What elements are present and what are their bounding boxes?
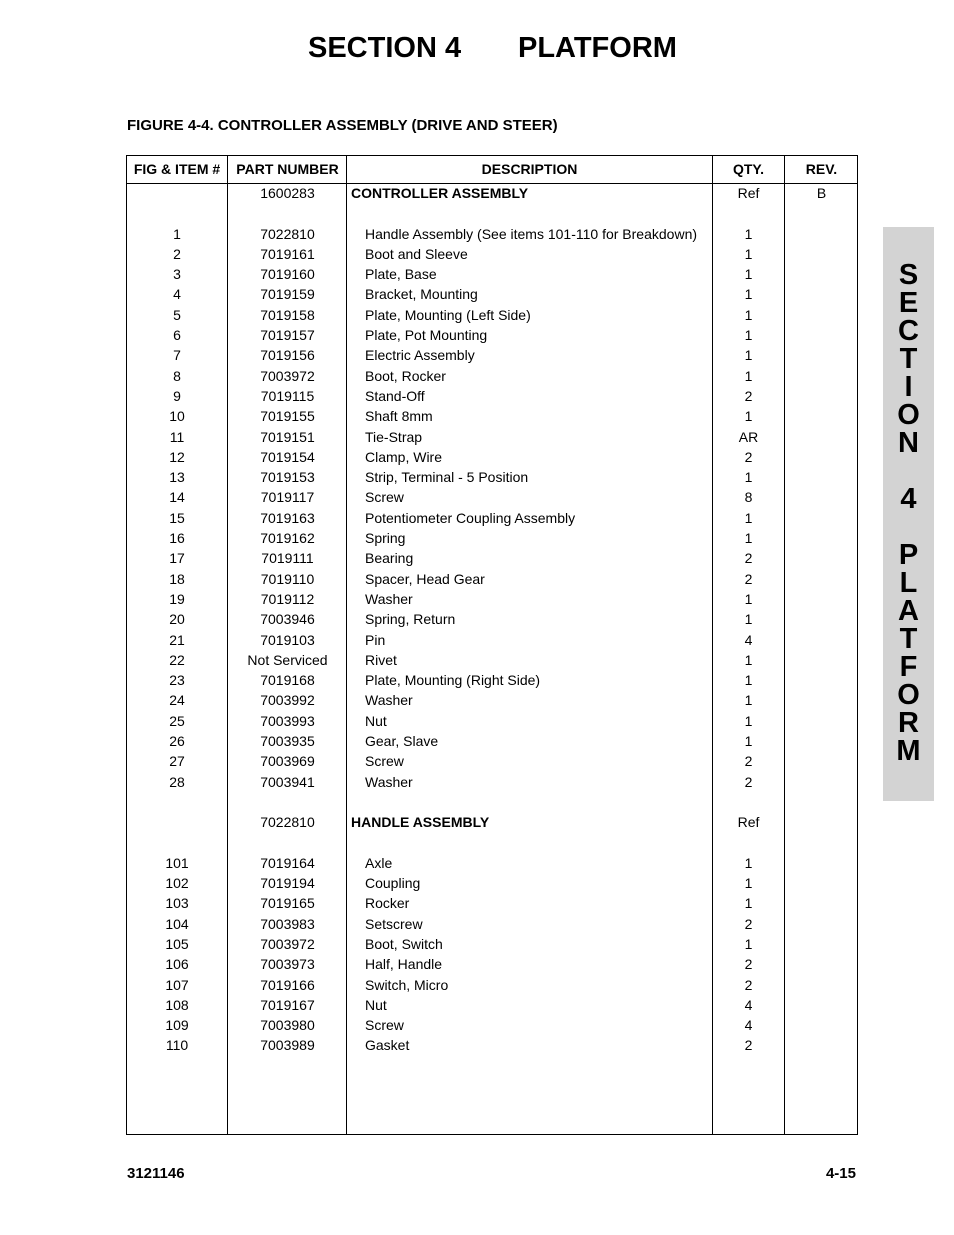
part-number: 7003992 — [260, 692, 315, 709]
description: Axle — [365, 854, 393, 871]
item-number: 2 — [173, 245, 181, 262]
quantity: 1 — [744, 854, 753, 871]
side-tab-letter: O — [897, 399, 920, 431]
part-number: 7019112 — [260, 590, 315, 607]
description: Plate, Mounting (Left Side) — [365, 306, 531, 323]
header-description: DESCRIPTION — [481, 161, 578, 177]
part-number: 7019160 — [260, 266, 315, 283]
table-row — [127, 548, 858, 568]
quantity: Ref — [737, 185, 760, 201]
part-number: 7003972 — [260, 367, 315, 384]
description: Electric Assembly — [365, 347, 475, 364]
quantity: 1 — [744, 327, 753, 344]
item-number: 10 — [169, 408, 185, 425]
description: Plate, Pot Mounting — [365, 327, 488, 344]
description: Half, Handle — [365, 956, 443, 973]
description: Gasket — [365, 1037, 410, 1054]
description: CONTROLLER ASSEMBLY — [351, 185, 529, 201]
part-number: 7019168 — [260, 672, 315, 689]
description: Setscrew — [365, 915, 423, 932]
item-number: 16 — [169, 530, 185, 547]
part-number: 7019194 — [260, 875, 315, 892]
side-tab-letter: N — [898, 427, 919, 459]
side-tab-letter: I — [904, 371, 913, 403]
part-number: 7003989 — [260, 1037, 315, 1054]
quantity: Ref — [737, 814, 760, 831]
table-row — [127, 508, 858, 528]
table-row — [127, 528, 858, 548]
side-tab-letter: M — [896, 735, 921, 767]
quantity: 2 — [744, 448, 753, 465]
table-row — [127, 305, 858, 325]
quantity: 1 — [744, 935, 753, 952]
item-number: 19 — [169, 590, 185, 607]
part-number: 7003969 — [260, 753, 315, 770]
quantity: 1 — [744, 875, 753, 892]
part-number: 7019159 — [260, 286, 315, 303]
description: Nut — [365, 712, 387, 729]
item-number: 5 — [173, 306, 181, 323]
item-number: 25 — [169, 712, 185, 729]
part-number: 7003946 — [260, 611, 315, 628]
description: Screw — [365, 753, 404, 770]
figure-title: FIGURE 4-4. CONTROLLER ASSEMBLY (DRIVE AND STEER) — [127, 117, 558, 134]
description: Screw — [365, 1017, 404, 1034]
part-number: 7019163 — [260, 509, 315, 526]
table-row — [127, 609, 858, 629]
table-row — [127, 1015, 858, 1035]
table-row — [127, 690, 858, 710]
part-number: 7019115 — [260, 387, 315, 404]
side-tab-letter: E — [898, 287, 919, 319]
description: Boot, Switch — [365, 935, 443, 952]
description: Coupling — [365, 875, 421, 892]
section-side-tab — [883, 227, 934, 801]
quantity: 1 — [744, 225, 753, 242]
table-header — [127, 156, 858, 184]
description: Boot and Sleeve — [365, 245, 468, 262]
part-number: 7019156 — [260, 347, 315, 364]
quantity: 1 — [744, 712, 753, 729]
part-number: 7019153 — [260, 469, 315, 486]
header-item: FIG & ITEM # — [133, 161, 221, 177]
description: Potentiometer Coupling Assembly — [365, 509, 576, 526]
item-number: 26 — [169, 733, 185, 750]
item-number: 21 — [169, 631, 185, 648]
table-row — [127, 264, 858, 284]
side-tab-letter: L — [899, 567, 918, 599]
description: Rivet — [365, 651, 397, 668]
table-row — [127, 467, 858, 487]
table-row — [127, 853, 858, 873]
quantity: 1 — [744, 895, 753, 912]
table-row — [127, 792, 858, 812]
side-tab-letter: T — [899, 623, 918, 655]
item-number: 110 — [165, 1037, 189, 1054]
quantity: 2 — [744, 976, 753, 993]
quantity: 1 — [744, 672, 753, 689]
header-qty: QTY. — [732, 161, 765, 177]
item-number: 9 — [173, 387, 181, 404]
table-row — [127, 873, 858, 893]
description: Clamp, Wire — [365, 448, 443, 465]
description: Tie-Strap — [365, 428, 423, 445]
description: Plate, Mounting (Right Side) — [365, 672, 541, 689]
description: Bearing — [365, 550, 414, 567]
part-number: 7003980 — [260, 1017, 315, 1034]
table-row — [127, 366, 858, 386]
table-row — [127, 975, 858, 995]
item-number: 20 — [169, 611, 185, 628]
side-tab-letter: O — [897, 679, 920, 711]
quantity: 1 — [744, 266, 753, 283]
part-number: 7019157 — [260, 327, 315, 344]
part-number: 7019155 — [260, 408, 315, 425]
description: Washer — [365, 773, 413, 790]
part-number: 7019158 — [260, 306, 315, 323]
side-tab-letter: R — [898, 707, 919, 739]
item-number: 107 — [165, 976, 189, 993]
description: Spring — [365, 530, 406, 547]
quantity: 1 — [744, 692, 753, 709]
description: Washer — [365, 692, 413, 709]
side-tab-letter: T — [899, 343, 918, 375]
table-row — [127, 203, 858, 223]
quantity: 1 — [744, 306, 753, 323]
quantity: 2 — [744, 773, 753, 790]
section-name: PLATFORM — [518, 32, 677, 64]
description: Boot, Rocker — [365, 367, 446, 384]
item-number: 101 — [165, 854, 189, 871]
header-rev: REV. — [805, 161, 838, 177]
quantity: 4 — [744, 996, 753, 1013]
part-number: 7022810 — [260, 225, 315, 242]
item-number: 13 — [169, 469, 185, 486]
table-row — [127, 183, 858, 203]
item-number: 104 — [165, 915, 189, 932]
quantity: 8 — [744, 489, 753, 506]
table-row — [127, 893, 858, 913]
table-row — [127, 569, 858, 589]
quantity: 1 — [744, 408, 753, 425]
table-row — [127, 1035, 858, 1055]
part-number: 7019166 — [260, 976, 315, 993]
item-number: 108 — [165, 996, 189, 1013]
item-number: 102 — [165, 875, 189, 892]
item-number: 24 — [169, 692, 185, 709]
side-tab-letter: 4 — [900, 483, 917, 515]
side-tab-letter: A — [898, 595, 919, 627]
part-number: 7019117 — [260, 489, 315, 506]
part-number: 7019165 — [260, 895, 315, 912]
description: Washer — [365, 590, 413, 607]
description: Gear, Slave — [365, 733, 439, 750]
table-row — [127, 244, 858, 264]
description: Bracket, Mounting — [365, 286, 478, 303]
item-number: 109 — [165, 1017, 189, 1034]
table-row — [127, 914, 858, 934]
quantity: 2 — [744, 570, 753, 587]
part-number: Not Serviced — [247, 651, 328, 668]
table-row — [127, 589, 858, 609]
part-number: 7019167 — [260, 996, 315, 1013]
part-number: 7003941 — [260, 773, 315, 790]
table-row — [127, 833, 858, 853]
table-row — [127, 711, 858, 731]
document-number: 3121146 — [127, 1165, 185, 1182]
item-number: 8 — [173, 367, 181, 384]
part-number: 7019103 — [260, 631, 315, 648]
table-row — [127, 386, 858, 406]
part-number: 7003972 — [260, 935, 315, 952]
item-number: 28 — [169, 773, 185, 790]
part-number: 7003983 — [260, 915, 315, 932]
part-number: 1600283 — [260, 185, 315, 201]
description: HANDLE ASSEMBLY — [351, 814, 490, 831]
quantity: 2 — [744, 956, 753, 973]
quantity: 1 — [744, 286, 753, 303]
description: Stand-Off — [365, 387, 425, 404]
quantity: 2 — [744, 387, 753, 404]
item-number: 18 — [169, 570, 185, 587]
description: Pin — [365, 631, 386, 648]
item-number: 105 — [165, 935, 189, 952]
description: Switch, Micro — [365, 976, 449, 993]
quantity: 1 — [744, 733, 753, 750]
part-number: 7019162 — [260, 530, 315, 547]
part-number: 7003993 — [260, 712, 315, 729]
side-tab-letter: F — [899, 651, 918, 683]
table-row — [127, 731, 858, 751]
item-number: 6 — [173, 327, 181, 344]
item-number: 3 — [173, 266, 181, 283]
quantity: 1 — [744, 245, 753, 262]
table-row — [127, 447, 858, 467]
table-row — [127, 772, 858, 792]
quantity: 2 — [744, 915, 753, 932]
item-number: 4 — [173, 286, 181, 303]
table-row — [127, 751, 858, 771]
header-part-number: PART NUMBER — [236, 161, 339, 177]
revision: B — [816, 185, 827, 201]
quantity: 4 — [744, 631, 753, 648]
quantity: 2 — [744, 753, 753, 770]
table-body — [127, 183, 858, 1056]
part-number: 7019111 — [261, 550, 314, 567]
item-number: 27 — [169, 753, 185, 770]
quantity: 1 — [744, 530, 753, 547]
page-number: 4-15 — [825, 1165, 856, 1182]
quantity: 1 — [744, 367, 753, 384]
item-number: 1 — [173, 225, 181, 242]
side-tab-letter: C — [898, 315, 919, 347]
quantity: 1 — [744, 590, 753, 607]
parts-table — [126, 155, 858, 1135]
description: Strip, Terminal - 5 Position — [365, 469, 529, 486]
quantity: 2 — [744, 1037, 753, 1054]
description: Nut — [365, 996, 387, 1013]
quantity: AR — [738, 428, 759, 445]
side-tab-letter: P — [898, 539, 919, 571]
item-number: 15 — [169, 509, 185, 526]
description: Shaft 8mm — [365, 408, 433, 425]
table-row — [127, 427, 858, 447]
quantity: 1 — [744, 509, 753, 526]
quantity: 2 — [744, 550, 753, 567]
item-number: 23 — [169, 672, 185, 689]
table-row — [127, 954, 858, 974]
item-number: 14 — [169, 489, 185, 506]
item-number: 12 — [169, 448, 185, 465]
table-row — [127, 934, 858, 954]
item-number: 22 — [169, 651, 185, 668]
description: Rocker — [365, 895, 410, 912]
item-number: 103 — [165, 895, 189, 912]
item-number: 11 — [169, 428, 185, 445]
quantity: 1 — [744, 611, 753, 628]
quantity: 1 — [744, 651, 753, 668]
item-number: 7 — [173, 347, 181, 364]
part-number: 7022810 — [260, 814, 315, 831]
part-number: 7019151 — [260, 428, 315, 445]
section-title — [0, 32, 954, 68]
description: Plate, Base — [365, 266, 437, 283]
part-number: 7003973 — [260, 956, 315, 973]
table-row — [127, 224, 858, 244]
section-number: SECTION 4 — [308, 32, 462, 64]
description: Spacer, Head Gear — [365, 570, 485, 587]
side-tab-letter: S — [898, 259, 919, 291]
table-row — [127, 406, 858, 426]
table-row — [127, 812, 858, 832]
quantity: 1 — [744, 347, 753, 364]
description: Spring, Return — [365, 611, 456, 628]
table-row — [127, 630, 858, 650]
table-row — [127, 284, 858, 304]
table-row — [127, 995, 858, 1015]
quantity: 4 — [744, 1017, 753, 1034]
part-number: 7019164 — [260, 854, 315, 871]
table-row — [127, 670, 858, 690]
part-number: 7019154 — [260, 448, 315, 465]
table-row — [127, 650, 858, 670]
part-number: 7019161 — [260, 245, 315, 262]
table-row — [127, 487, 858, 507]
part-number: 7003935 — [260, 733, 315, 750]
table-row — [127, 325, 858, 345]
item-number: 17 — [169, 550, 185, 567]
table-row — [127, 345, 858, 365]
description: Handle Assembly (See items 101-110 for Breakdown) — [365, 225, 698, 242]
part-number: 7019110 — [260, 570, 315, 587]
quantity: 1 — [744, 469, 753, 486]
item-number: 106 — [165, 956, 189, 973]
description: Screw — [365, 489, 404, 506]
